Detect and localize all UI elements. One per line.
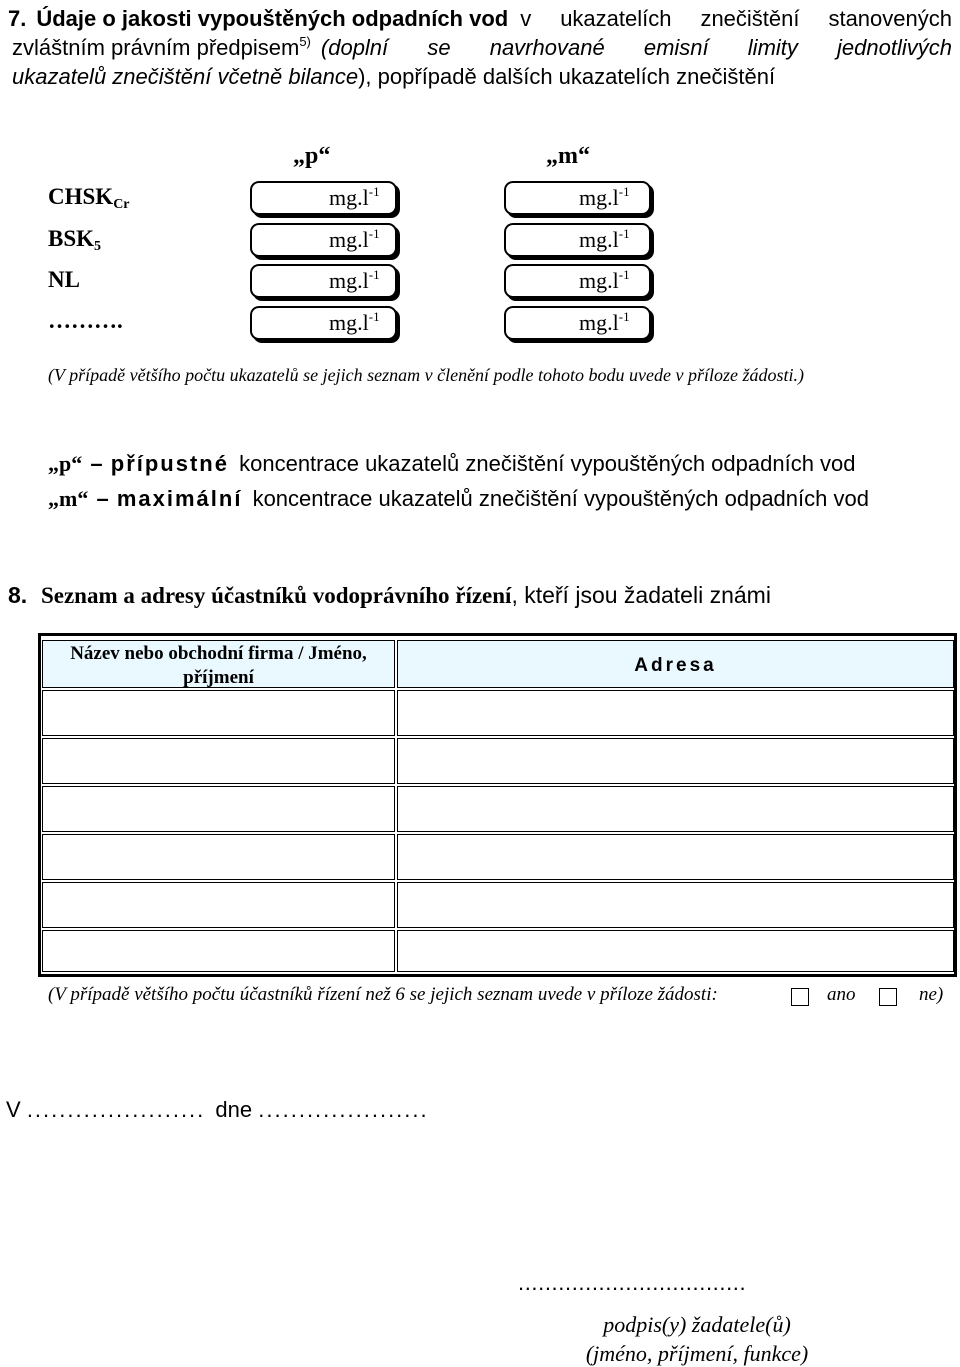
signature-label: podpis(y) žadatele(ů) (603, 1312, 791, 1337)
participant-name-cell[interactable] (42, 690, 395, 736)
unit-label: $mg.l^{-1}$ (579, 226, 630, 252)
header-name-line-1: Název nebo obchodní firma / Jméno, (70, 643, 367, 664)
participant-address-cell[interactable] (397, 738, 954, 784)
column-m-heading: „m“ (546, 143, 590, 169)
unit-label: $mg.l^{-1}$ (329, 309, 380, 335)
date-label: dne (215, 1097, 253, 1122)
section-7-title-rest (520, 4, 952, 33)
participant-name-cell[interactable] (42, 834, 395, 880)
section-7-title-rest-text: v ukazatelích znečištění stanovených (520, 6, 952, 31)
section-7-line-3-rest: ), popřípadě dalších ukazatelích znečištění (358, 64, 776, 89)
definition-p: „p“ – přípustné koncentrace ukazatelů znečištění vypouštěných odpadních vod (48, 451, 856, 476)
section-7-line-1 (8, 4, 952, 33)
date-dots[interactable]: ..................... (258, 1097, 429, 1122)
unit-label: $mg.l^{-1}$ (329, 267, 380, 293)
participants-header-address (397, 640, 954, 688)
bsk-m-field[interactable] (504, 223, 651, 257)
yes-checkbox[interactable] (791, 988, 809, 1006)
header-address-text: Adresa (634, 655, 717, 676)
other-p-field[interactable] (250, 306, 397, 340)
nl-m-field[interactable] (504, 264, 651, 298)
place-date-line (6, 1097, 429, 1123)
no-label: ne) (919, 984, 944, 1005)
participants-table (38, 633, 957, 977)
place-label: V (6, 1097, 21, 1122)
participant-name-cell[interactable] (42, 738, 395, 784)
participant-name-cell[interactable] (42, 930, 395, 972)
bsk-p-field[interactable] (250, 223, 397, 257)
other-m-field[interactable] (504, 306, 651, 340)
participant-name-cell[interactable] (42, 786, 395, 832)
chsk-p-field[interactable] (250, 181, 397, 215)
chsk-m-field[interactable] (504, 181, 651, 215)
definition-m: „m“ – maximální koncentrace ukazatelů znečištění vypouštěných odpadních vod (48, 486, 869, 511)
row-label-nl: NL (48, 267, 80, 292)
participants-header-name (42, 640, 395, 688)
section-7-number: 7. (8, 6, 27, 31)
section-7-line-2-italic: (doplní se navrhované emisní limity jednotlivých (320, 35, 952, 60)
yes-label: ano (827, 984, 856, 1005)
row-label-other: ………. (48, 308, 123, 333)
participant-address-cell[interactable] (397, 930, 954, 972)
no-checkbox[interactable] (879, 988, 897, 1006)
participant-address-cell[interactable] (397, 882, 954, 928)
row-label-bsk: $BSK_5$ (48, 226, 102, 254)
row-label-chsk: $CHSK_{Cr}$ (48, 184, 130, 212)
participants-note (48, 984, 718, 1006)
column-p-heading: „p“ (293, 143, 331, 169)
section-8-heading: 8. Seznam a adresy účastníků vodoprávního řízení, kteří jsou žadateli známi (8, 582, 771, 608)
signature-dots[interactable]: .................................. (518, 1270, 747, 1295)
participant-address-cell[interactable] (397, 786, 954, 832)
participant-address-cell[interactable] (397, 834, 954, 880)
pollutants-note: (V případě většího počtu ukazatelů se jejich seznam v členění podle tohoto bodu uvede v příloze žádosti.) (48, 365, 805, 385)
unit-label: $mg.l^{-1}$ (329, 184, 380, 210)
unit-label: $mg.l^{-1}$ (329, 226, 380, 252)
header-name-line-2: příjmení (183, 667, 254, 688)
signature-details-label: (jméno, příjmení, funkce) (585, 1341, 809, 1366)
section-7-line-2 (12, 33, 952, 62)
participant-address-cell[interactable] (397, 690, 954, 736)
section-7-title: Údaje o jakosti vypouštěných odpadních vod (36, 6, 509, 31)
section-7-line-3 (12, 62, 952, 91)
section-7-heading (8, 4, 952, 91)
section-7-line-3-italic: ukazatelů znečištění včetně bilance (12, 64, 359, 89)
unit-label: $mg.l^{-1}$ (579, 184, 630, 210)
participant-name-cell[interactable] (42, 882, 395, 928)
unit-label: $mg.l^{-1}$ (579, 267, 630, 293)
section-7-line-2-start: zvláštním právním předpisem$^{5)}$ (12, 34, 311, 60)
unit-label: $mg.l^{-1}$ (579, 309, 630, 335)
place-dots[interactable]: ...................... (26, 1097, 206, 1122)
nl-p-field[interactable] (250, 264, 397, 298)
participants-note-text: (V případě většího počtu účastníků řízení než 6 se jejich seznam uvede v příloze žádosti: (48, 984, 718, 1005)
